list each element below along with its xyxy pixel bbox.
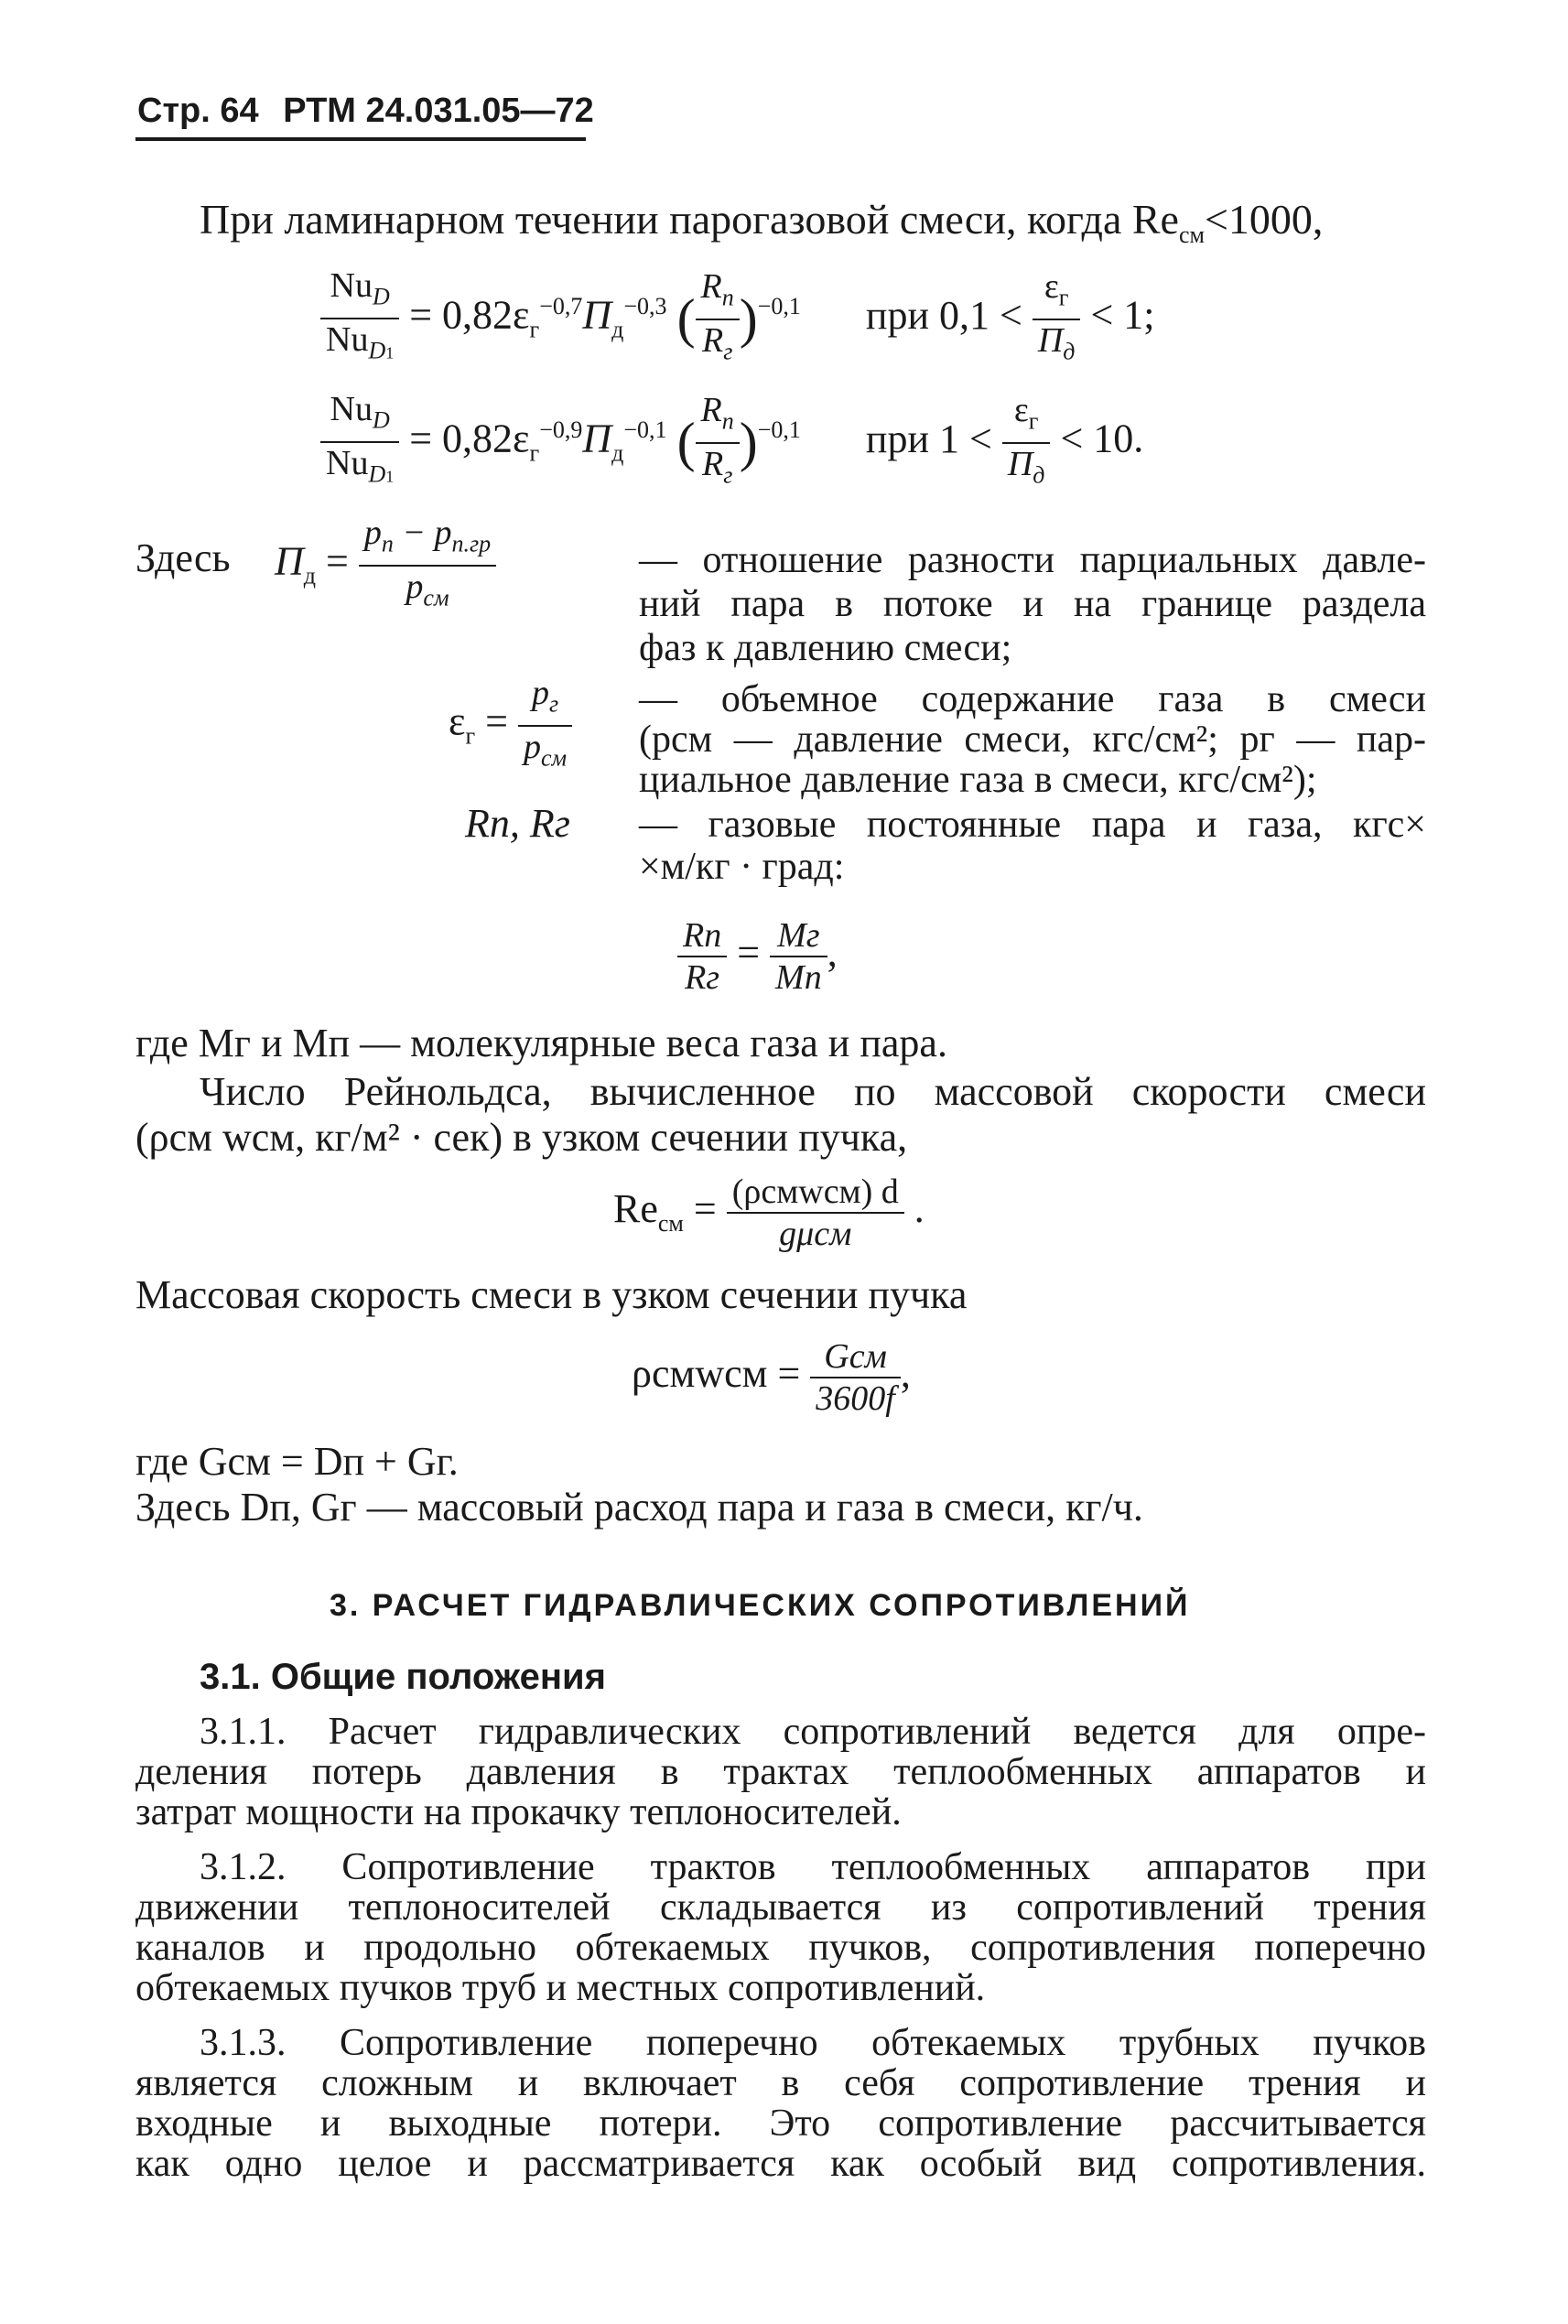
ratio-equation: $\frac{Rп}{Rг}$ = $\frac{Mг}{Mп}$ ,: [677, 915, 838, 998]
ratio-right-den: Mп: [775, 958, 822, 997]
p311-line: затрат мощности на прокачку теплоносителей.: [135, 1791, 902, 1833]
paragraph-3-1-1: [135, 1712, 1426, 1832]
paragraph-3-1-3: [135, 2023, 1426, 2184]
mass-eq-left: ρсмwсм =: [632, 1351, 801, 1397]
eq1-den-sub: D: [368, 337, 386, 364]
eq1-ratio-exp: −0,1: [757, 293, 801, 320]
reynolds-paragraph: [135, 1069, 1426, 1161]
p312-line: каналов и продольно обтекаемых пучков, сопротивления поперечно: [135, 1927, 1426, 1969]
equation-1: $\frac{Nu_D}{Nu_{D1}}$ = $0,82\varepsilon_г^{-0,7}П_д^{-0,3}$ ( $\frac{R_п}{R_г}$ )$^{-0,1}$ при 0,1 < $\frac{\varepsilon_г}{П_д}$ < 1;: [320, 265, 1155, 373]
page-number: Стр. 64: [137, 92, 259, 130]
mass-speed-equation: ρсмwсм = $\frac{\text{Gсм}}{3600f}$ ,: [632, 1337, 911, 1418]
re-num: (ρсмwсм) d: [727, 1172, 904, 1214]
header-rule: [135, 137, 586, 141]
section-title: 3. РАСЧЕТ ГИДРАВЛИЧЕСКИХ СОПРОТИВЛЕНИЙ: [330, 1588, 1191, 1623]
eps-def-line: — объемное содержание газа в смеси: [639, 678, 1426, 720]
paragraph-3-1-2: [135, 1847, 1426, 2008]
p313-line: входные и выходные потери. Это сопротивление рассчитывается: [135, 2102, 1426, 2145]
eps-definition-text: [639, 679, 1426, 800]
p312-line: движении теплоносителей складывается из сопротивлений трения: [135, 1886, 1426, 1929]
eps-def-line: циальное давление газа в смеси, кгс/см²);: [639, 759, 1317, 801]
eq1-coef: = 0,82ε: [409, 292, 530, 338]
eq2-coef: = 0,82ε: [409, 416, 530, 461]
pi-definition-formula: $П_д$ = $\frac{p_п - p_{п.гр}}{p_{см}}$: [275, 513, 496, 618]
reynolds-line: Число Рейнольдса, вычисленное по массовой скорости смеси: [200, 1069, 1426, 1114]
doc-code: РТМ 24.031.05—72: [283, 92, 594, 130]
reynolds-line: (ρсм wсм, кг/м² · сек) в узком сечении пучка,: [135, 1115, 908, 1160]
p311-line: 3.1.1. Расчет гидравлических сопротивлений ведется для опре-: [200, 1711, 1426, 1753]
nu-ratio: $\frac{Nu_D}{Nu_{D1}}$: [320, 265, 399, 373]
eq2-ratio-exp: −0,1: [757, 416, 801, 444]
gde-m-line: где Mг и Mп — молекулярные веса газа и пара.: [135, 1021, 947, 1065]
re-den: gμсм: [779, 1215, 852, 1253]
laminar-intro-sub: см: [1178, 222, 1205, 249]
p312-line: обтекаемых пучков труб и местных сопротивлений.: [135, 1967, 986, 2009]
r-label: Rп, Rг: [465, 801, 570, 846]
page-header: [137, 92, 594, 131]
eq1-exp1: −0,7: [539, 293, 583, 320]
re-left: Re: [613, 1186, 658, 1232]
eq2-exp1: −0,9: [539, 416, 583, 444]
eq1-den: Nu: [326, 319, 369, 359]
gde-g-line: где Gсм = Dп + Gг.: [135, 1439, 459, 1484]
pi-def-line: ний пара в потоке и на границе раздела: [639, 583, 1426, 625]
laminar-intro: [200, 196, 1324, 255]
r-def-line: — газовые постоянные пара и газа, кгс×: [639, 804, 1426, 846]
p311-line: деления потерь давления в трактах теплообменных аппаратов и: [135, 1751, 1426, 1793]
eq2-cond: при 1 <: [865, 416, 992, 461]
mass-speed-line: Массовая скорость смеси в узком сечении пучка: [135, 1272, 968, 1317]
eps-definition-formula: $\varepsilon_г$ = $\frac{p_г}{p_{см}}$: [449, 673, 572, 778]
mass-num: Gсм: [810, 1336, 901, 1378]
subsection-title: 3.1. Общие положения: [200, 1657, 606, 1697]
p313-line: как одно целое и рассматривается как особый вид сопротивления.: [135, 2143, 1426, 2185]
zdes-d-line: Здесь Dп, Gг — массовый расход пара и газа в смеси, кг/ч.: [135, 1485, 1143, 1530]
pi-definition-text: [639, 538, 1426, 670]
eq1-cond: при 0,1 <: [865, 292, 1022, 338]
zdes-label: Здесь: [135, 535, 231, 580]
eps-def-line: (pсм — давление смеси, кгс/см²; pг — пар-: [639, 719, 1426, 761]
eq1-cond-end: < 1;: [1090, 292, 1155, 338]
laminar-intro-text: При ламинарном течении парогазовой смеси, когда Re: [200, 196, 1179, 243]
ratio-left-num: Rп: [677, 915, 727, 957]
pi-def-line: — отношение разности парциальных давле-: [639, 539, 1426, 581]
equation-2: $\frac{Nu_D}{Nu_{D1}}$ = $0,82\varepsilon_г^{-0,9}П_д^{-0,1}$ ( $\frac{R_п}{R_г}$ )$^{-0,1}$ при 1 < $\frac{\varepsilon_г}{П_д}$ < 10.: [320, 389, 1143, 496]
eq2-pi-exp: −0,1: [623, 416, 667, 444]
eq1-num: Nu: [330, 266, 373, 305]
eq2-cond-end: < 10.: [1060, 416, 1144, 461]
r-definition-text: [639, 804, 1426, 888]
pi-def-line: фаз к давлению смеси;: [639, 627, 1012, 669]
ratio-right-num: Mг: [770, 915, 827, 957]
reynolds-equation: $Re_{см}$ = $\frac{\text{(ρсмwсм) d}}{\text{gμсм}}$ .: [613, 1173, 925, 1253]
p313-line: 3.1.3. Сопротивление поперечно обтекаемых трубных пучков: [200, 2022, 1426, 2064]
mass-den: 3600f: [816, 1379, 895, 1418]
eq1-pi-exp: −0,3: [623, 293, 667, 320]
ratio-left-den: Rг: [685, 958, 720, 997]
r-def-line: ×м/кг · град:: [639, 846, 845, 888]
laminar-intro-cond: <1000,: [1204, 196, 1324, 243]
eq1-num-sub: D: [372, 283, 390, 310]
p313-line: является сложным и включает в себя сопротивление трения и: [135, 2062, 1426, 2104]
p312-line: 3.1.2. Сопротивление трактов теплообменных аппаратов при: [200, 1846, 1426, 1888]
re-left-sub: см: [657, 1209, 684, 1237]
